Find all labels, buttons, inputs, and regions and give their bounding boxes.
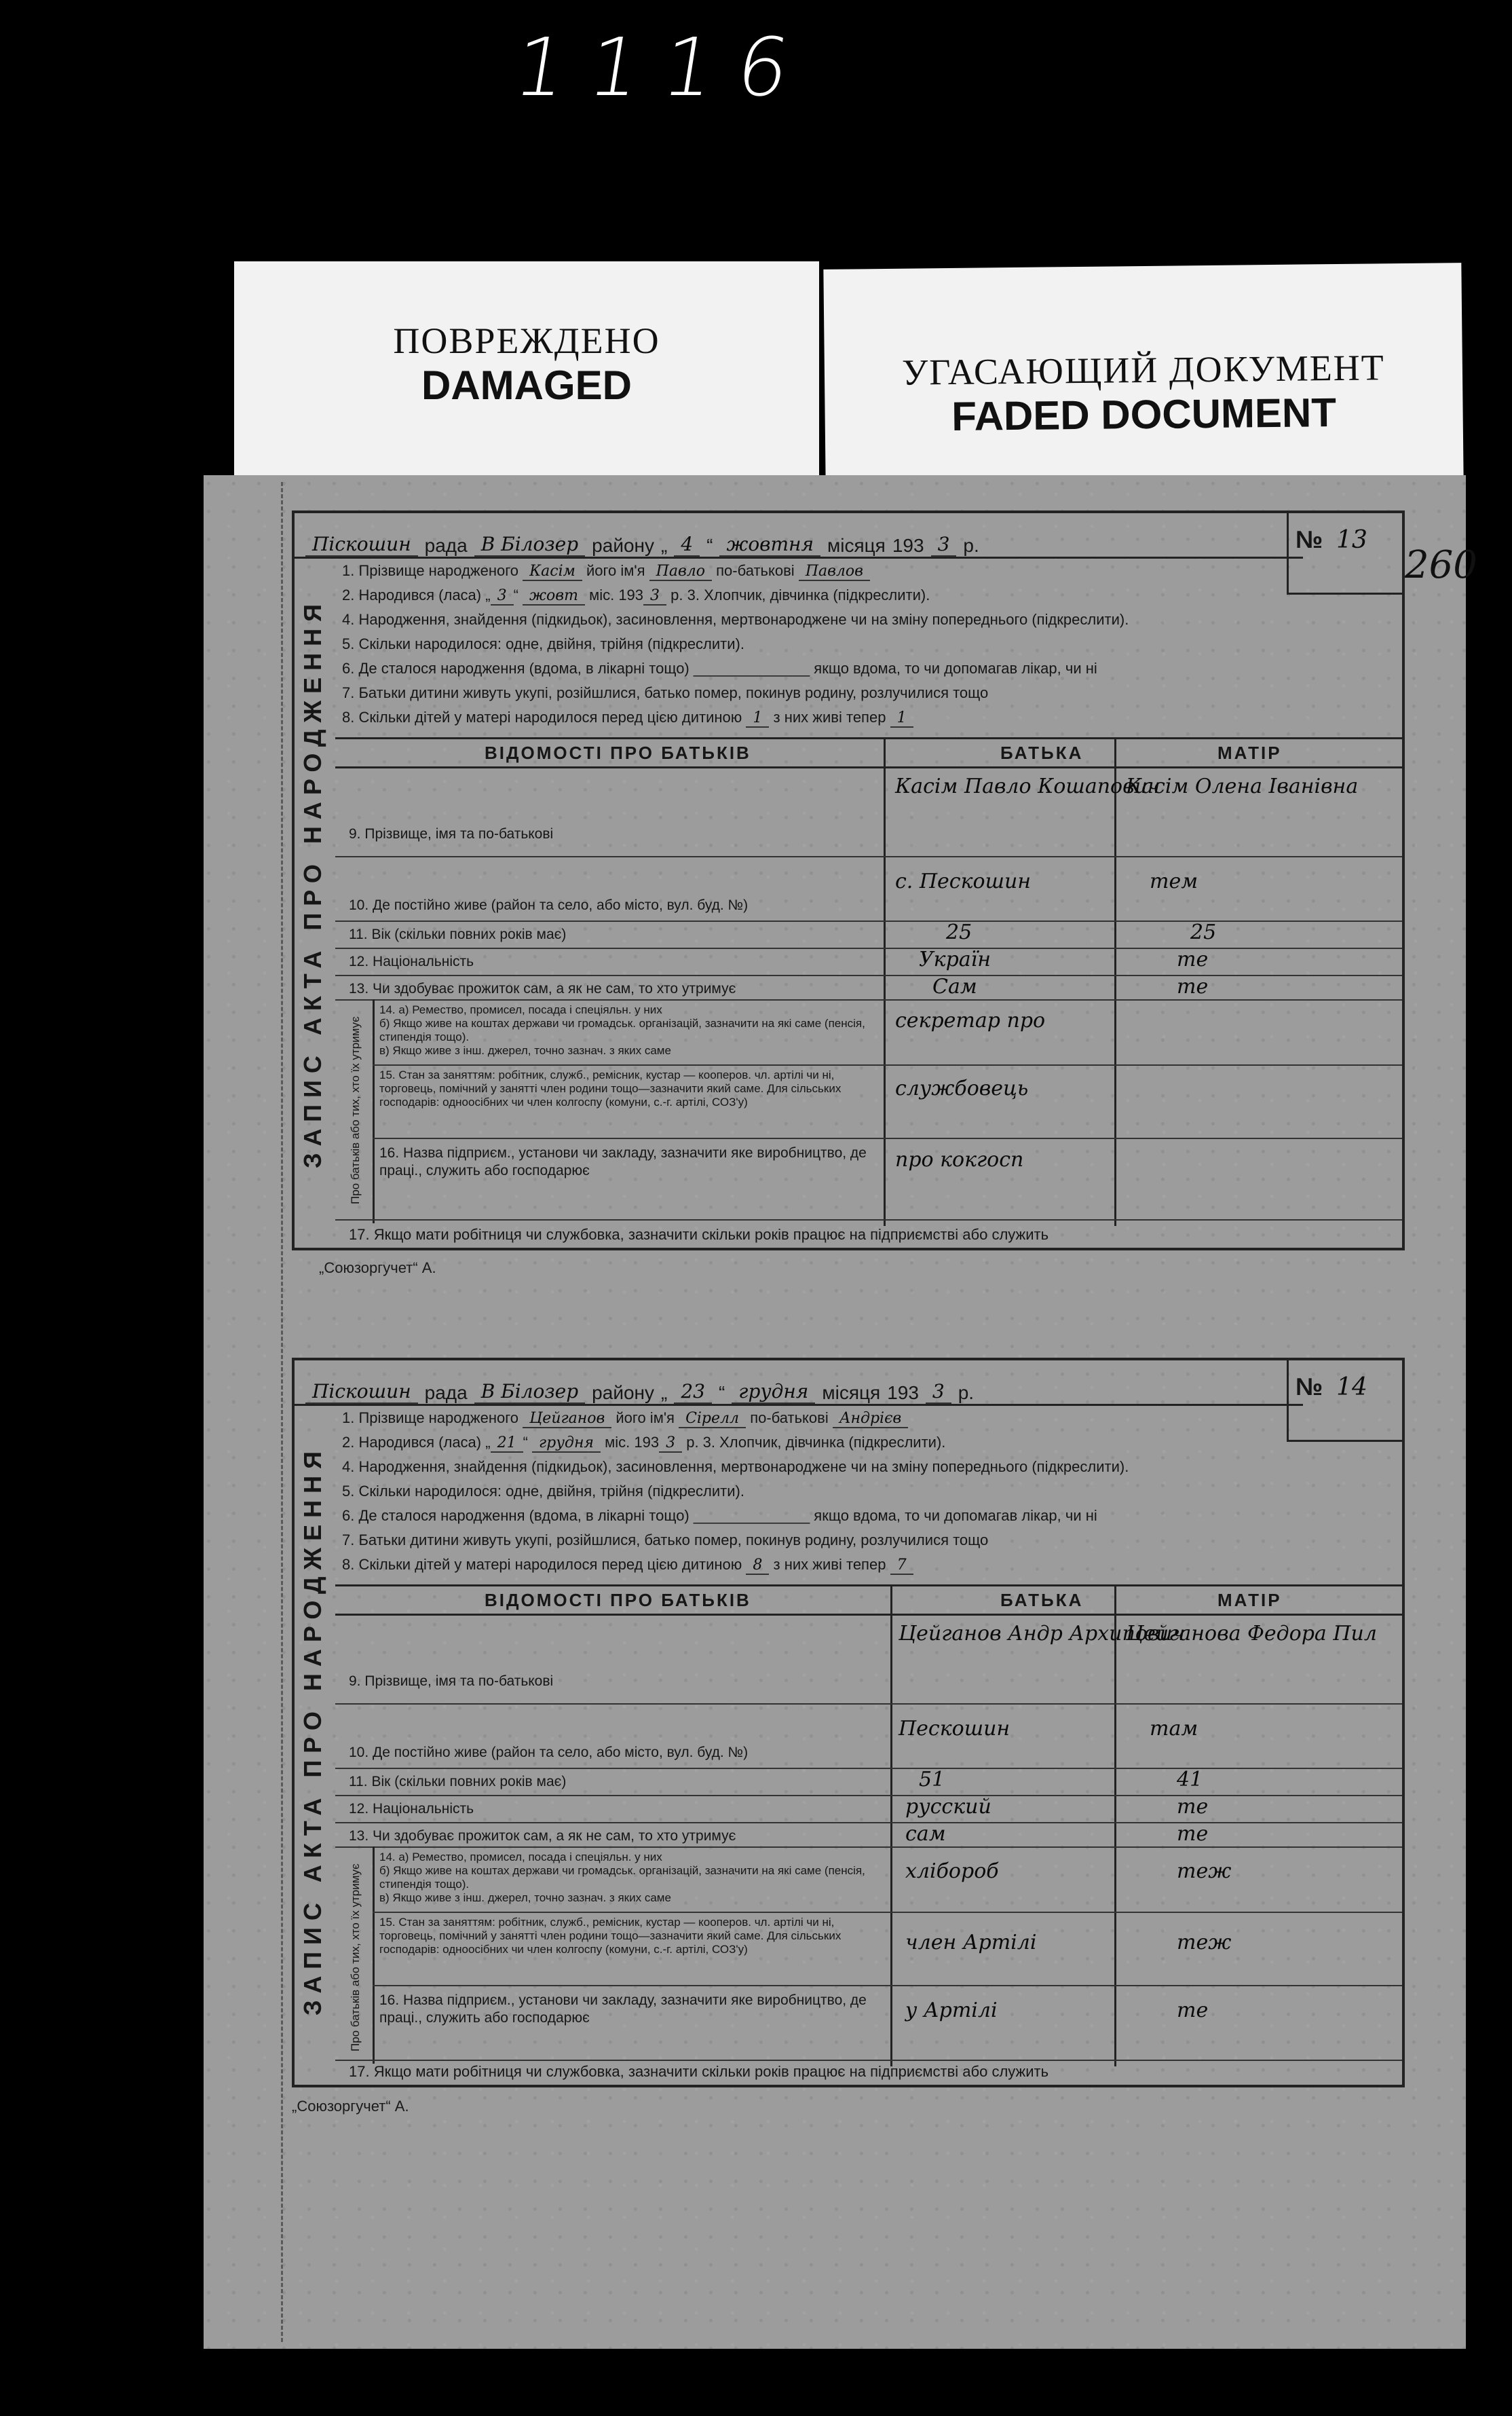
raion-label: району [592,535,654,556]
born-year: 3 [659,1434,682,1453]
mother-name: Касім Олена Іванівна [1126,775,1359,798]
row-16-label: 16. Назва підприєм., установи чи закладу, зазначити яке виробництво, де праці., служить або господарює [379,1992,867,2026]
children-alive: 7 [890,1557,913,1575]
father-age: 51 [919,1768,945,1791]
raion-value: В Білозер [474,1380,585,1404]
publisher-mark-2: „Союзоргучет“ А. [292,2098,409,2115]
father-nationality: русский [905,1795,991,1819]
line-2: 2. Народився (ласа) „ 21 “ грудня міс. 193 3 р. 3. Хлопчик, дівчинка (підкреслити). [342,1434,946,1451]
row-17-label: 17. Якщо мати робітниця чи службовка, зазначити скільки років працює на підприємстві або служить [349,1226,1049,1243]
damaged-label-card [234,261,819,477]
record-number-box [1287,1360,1402,1442]
th-info: ВІДОМОСТІ ПРО БАТЬКІВ [485,743,751,763]
row-14-label: 14. а) Ремество, промисел, посада і спеціяльн. у них б) Якщо живе на коштах держави чи громадськ. організацій, зазначити на які саме (пенсія, стипендія тощо). в) Якщо живе з інш. джерел, точно зазнач. з яких саме [379,1851,865,1904]
number-label: № [1296,1373,1323,1400]
row-11-label: 11. Вік (скільки повних років має) [349,1774,567,1789]
child-surname: Касім [523,563,582,581]
line-6: 6. Де сталося народження (вдома, в лікарні тощо) ______________ якщо вдома, то чи допомагав лікар, чи ні [342,660,1097,677]
line-5: 5. Скільки народилося: одне, двійня, трійня (підкреслити). [342,635,744,652]
row-16-label: 16. Назва підприєм., установи чи закладу, зазначити яке виробництво, де праці., служить або господарює [379,1145,867,1178]
mother-residence: тем [1150,870,1198,893]
row-13-label: 13. Чи здобуває прожиток сам, а як не сам, то хто утримує [349,1828,736,1844]
year-prefix: 193 [887,1382,919,1403]
faded-label-card [823,263,1463,487]
side-title: ЗАПИС АКТА ПРО НАРОДЖЕННЯ [299,1445,326,2016]
margin-number: 260 [1405,543,1477,587]
line-7: 7. Батьки дитини живуть укупі, розійшлися, батько помер, покинув родину, розлучилися тощо [342,1531,989,1548]
mother-workplace: те [1177,1999,1209,2022]
children-before: 8 [746,1557,769,1575]
child-surname: Цейганов [523,1410,611,1428]
side-small-label: Про батьків або тих, хто їх утримує [349,1016,362,1205]
damaged-label-ru: ПОВРЕЖДЕНО [393,320,660,361]
born-day: 21 [491,1434,523,1453]
rada-label: рада [424,1382,468,1403]
line-6: 6. Де сталося народження (вдома, в лікарні тощо) ______________ якщо вдома, то чи допомагав лікар, чи ні [342,1507,1097,1524]
child-patronymic: Павлов [799,563,870,581]
year-suffix: р. [963,535,979,556]
month-label: місяця [827,535,886,556]
father-age: 25 [946,921,972,944]
row-13-label: 13. Чи здобуває прожиток сам, а як не сам, то хто утримує [349,981,736,997]
mother-age: 41 [1177,1768,1203,1791]
born-day: 3 [491,587,514,606]
record-header: Піскошин рада В Білозер району „ 23 “ грудня місяця 193 3 р. [295,1360,1303,1406]
line-8: 8. Скільки дітей у матері народилося перед цією дитиною 8 з них живі тепер 7 [342,1556,913,1574]
mother-income: те [1177,975,1209,999]
row-15-label: 15. Стан за заняттям: робітник, служб., ремісник, кустар — кооперов. чл. артілі чи ні, торговець, помічний у занятті член родини тощо—зазначити який саме. Для сільських господарів: одноосібних чи член колгоспу (комуни, с.-г. артілі, СОЗ'у) [379,1068,842,1109]
table-header [335,737,1402,768]
children-alive: 1 [890,709,913,728]
month-value: жовтня [719,533,820,557]
birth-record-1 [292,510,1405,1250]
line-1: 1. Прізвище народженого Касім його ім'я Павло по-батькові Павлов [342,562,870,580]
line-4: 4. Народження, знайдення (підкидьок), засиновлення, мертвонароджене чи на зміну попереднього (підкреслити). [342,611,1129,628]
month-value: грудня [732,1380,815,1404]
row-12-label: 12. Національність [349,954,474,969]
father-nationality: Україн [919,948,991,971]
perforation-line [281,482,286,2342]
mother-income: те [1177,1822,1209,1846]
father-income: сам [905,1822,946,1846]
father-residence: с. Пескошин [895,870,1032,893]
father-name: Касім Павло Кошапович [895,775,1160,798]
raion-value: В Білозер [474,533,585,557]
mother-age: 25 [1190,921,1217,944]
line-7: 7. Батьки дитини живуть укупі, розійшлися, батько помер, покинув родину, розлучилися тощо [342,684,989,701]
father-occupation: хлібороб [905,1859,999,1883]
th-mother: МАТІР [1217,743,1282,763]
folio-number: 1116 [508,20,819,114]
child-name: Сірелл [679,1410,746,1428]
born-month: грудня [532,1434,601,1453]
father-income: Сам [932,975,977,999]
raion-label: району [592,1382,654,1403]
mother-nationality: те [1177,1795,1209,1819]
child-patronymic: Андрієв [833,1410,908,1428]
year-suffix: р. [958,1382,975,1403]
th-father: БАТЬКА [1000,743,1084,763]
rada-value: Піскошин [305,1380,418,1404]
year-value: 3 [931,533,957,557]
line-4: 4. Народження, знайдення (підкидьок), засиновлення, мертвонароджене чи на зміну попереднього (підкреслити). [342,1458,1129,1475]
damaged-label-en: DAMAGED [421,363,632,408]
month-label: місяця [822,1382,881,1403]
line-5: 5. Скільки народилося: одне, двійня, трійня (підкреслити). [342,1483,744,1500]
line-8: 8. Скільки дітей у матері народилося перед цією дитиною 1 з них живі тепер 1 [342,709,913,726]
mother-residence: там [1150,1717,1198,1741]
th-mother: МАТІР [1217,1590,1282,1610]
father-workplace: у Артілі [905,1999,998,2022]
table-header [335,1584,1402,1616]
year-prefix: 193 [892,535,924,556]
row-15-label: 15. Стан за заняттям: робітник, служб., ремісник, кустар — кооперов. чл. артілі чи ні, торговець, помічний у занятті член родини тощо—зазначити який саме. Для сільських господарів: одноосібних чи член колгоспу (комуни, с.-г. артілі, СОЗ'у) [379,1916,842,1956]
publisher-mark-1: „Союзоргучет“ А. [319,1259,436,1276]
line-2: 2. Народився (ласа) „ 3 “ жовт міс. 193 3 р. 3. Хлопчик, дівчинка (підкреслити). [342,587,930,604]
mother-status: теж [1177,1931,1232,1954]
day-value: 23 [674,1380,712,1404]
born-month: жовт [523,587,585,606]
rada-label: рада [424,535,468,556]
mother-name: Цейганова Федора Пил [1126,1622,1377,1646]
record-number: 13 [1336,526,1367,554]
record-header: Піскошин рада В Білозер району „ 4 “ жовтня місяця 193 3 р. [295,513,1303,559]
rada-value: Піскошин [305,533,418,557]
faded-label-en: FADED DOCUMENT [951,390,1337,439]
child-name: Павло [649,563,712,581]
born-year: 3 [643,587,666,606]
children-before: 1 [746,709,769,728]
mother-nationality: те [1177,948,1209,971]
th-info: ВІДОМОСТІ ПРО БАТЬКІВ [485,1590,751,1610]
row-11-label: 11. Вік (скільки повних років має) [349,927,567,942]
row-9-label: 9. Прізвище, імя та по-батькові [349,1673,554,1689]
day-value: 4 [674,533,700,557]
year-value: 3 [926,1380,951,1404]
father-status: службовець [895,1077,1029,1100]
number-label: № [1296,525,1323,553]
birth-record-2 [292,1358,1405,2087]
father-workplace: про кокгосп [895,1148,1024,1172]
row-10-label: 10. Де постійно живе (район та село, або місто, вул. буд. №) [349,897,749,913]
row-10-label: 10. Де постійно живе (район та село, або місто, вул. буд. №) [349,1745,749,1760]
mother-occupation: теж [1177,1859,1232,1883]
side-small-label: Про батьків або тих, хто їх утримує [349,1863,362,2052]
row-14-label: 14. а) Ремество, промисел, посада і спеціяльн. у них б) Якщо живе на коштах держави чи громадськ. організацій, зазначити на які саме (пенсія, стипендія тощо). в) Якщо живе з інш. джерел, точно зазнач. з яких саме [379,1003,865,1057]
row-12-label: 12. Національність [349,1801,474,1817]
faded-label-ru: УГАСАЮЩИЙ ДОКУМЕНТ [901,347,1386,393]
record-number-box [1287,513,1402,595]
father-residence: Пескошин [899,1717,1010,1741]
th-father: БАТЬКА [1000,1590,1084,1610]
line-1: 1. Прізвище народженого Цейганов його ім'я Сірелл по-батькові Андрієв [342,1409,908,1427]
record-number: 14 [1336,1373,1367,1401]
row-17-label: 17. Якщо мати робітниця чи службовка, зазначити скільки років працює на підприємстві або служить [349,2063,1049,2080]
father-name: Цейганов Андр Архипович [899,1622,1186,1646]
father-occupation: секретар про [895,1009,1046,1033]
father-status: член Артілі [905,1931,1037,1954]
side-title: ЗАПИС АКТА ПРО НАРОДЖЕННЯ [299,597,326,1169]
row-9-label: 9. Прізвище, імя та по-батькові [349,826,554,842]
